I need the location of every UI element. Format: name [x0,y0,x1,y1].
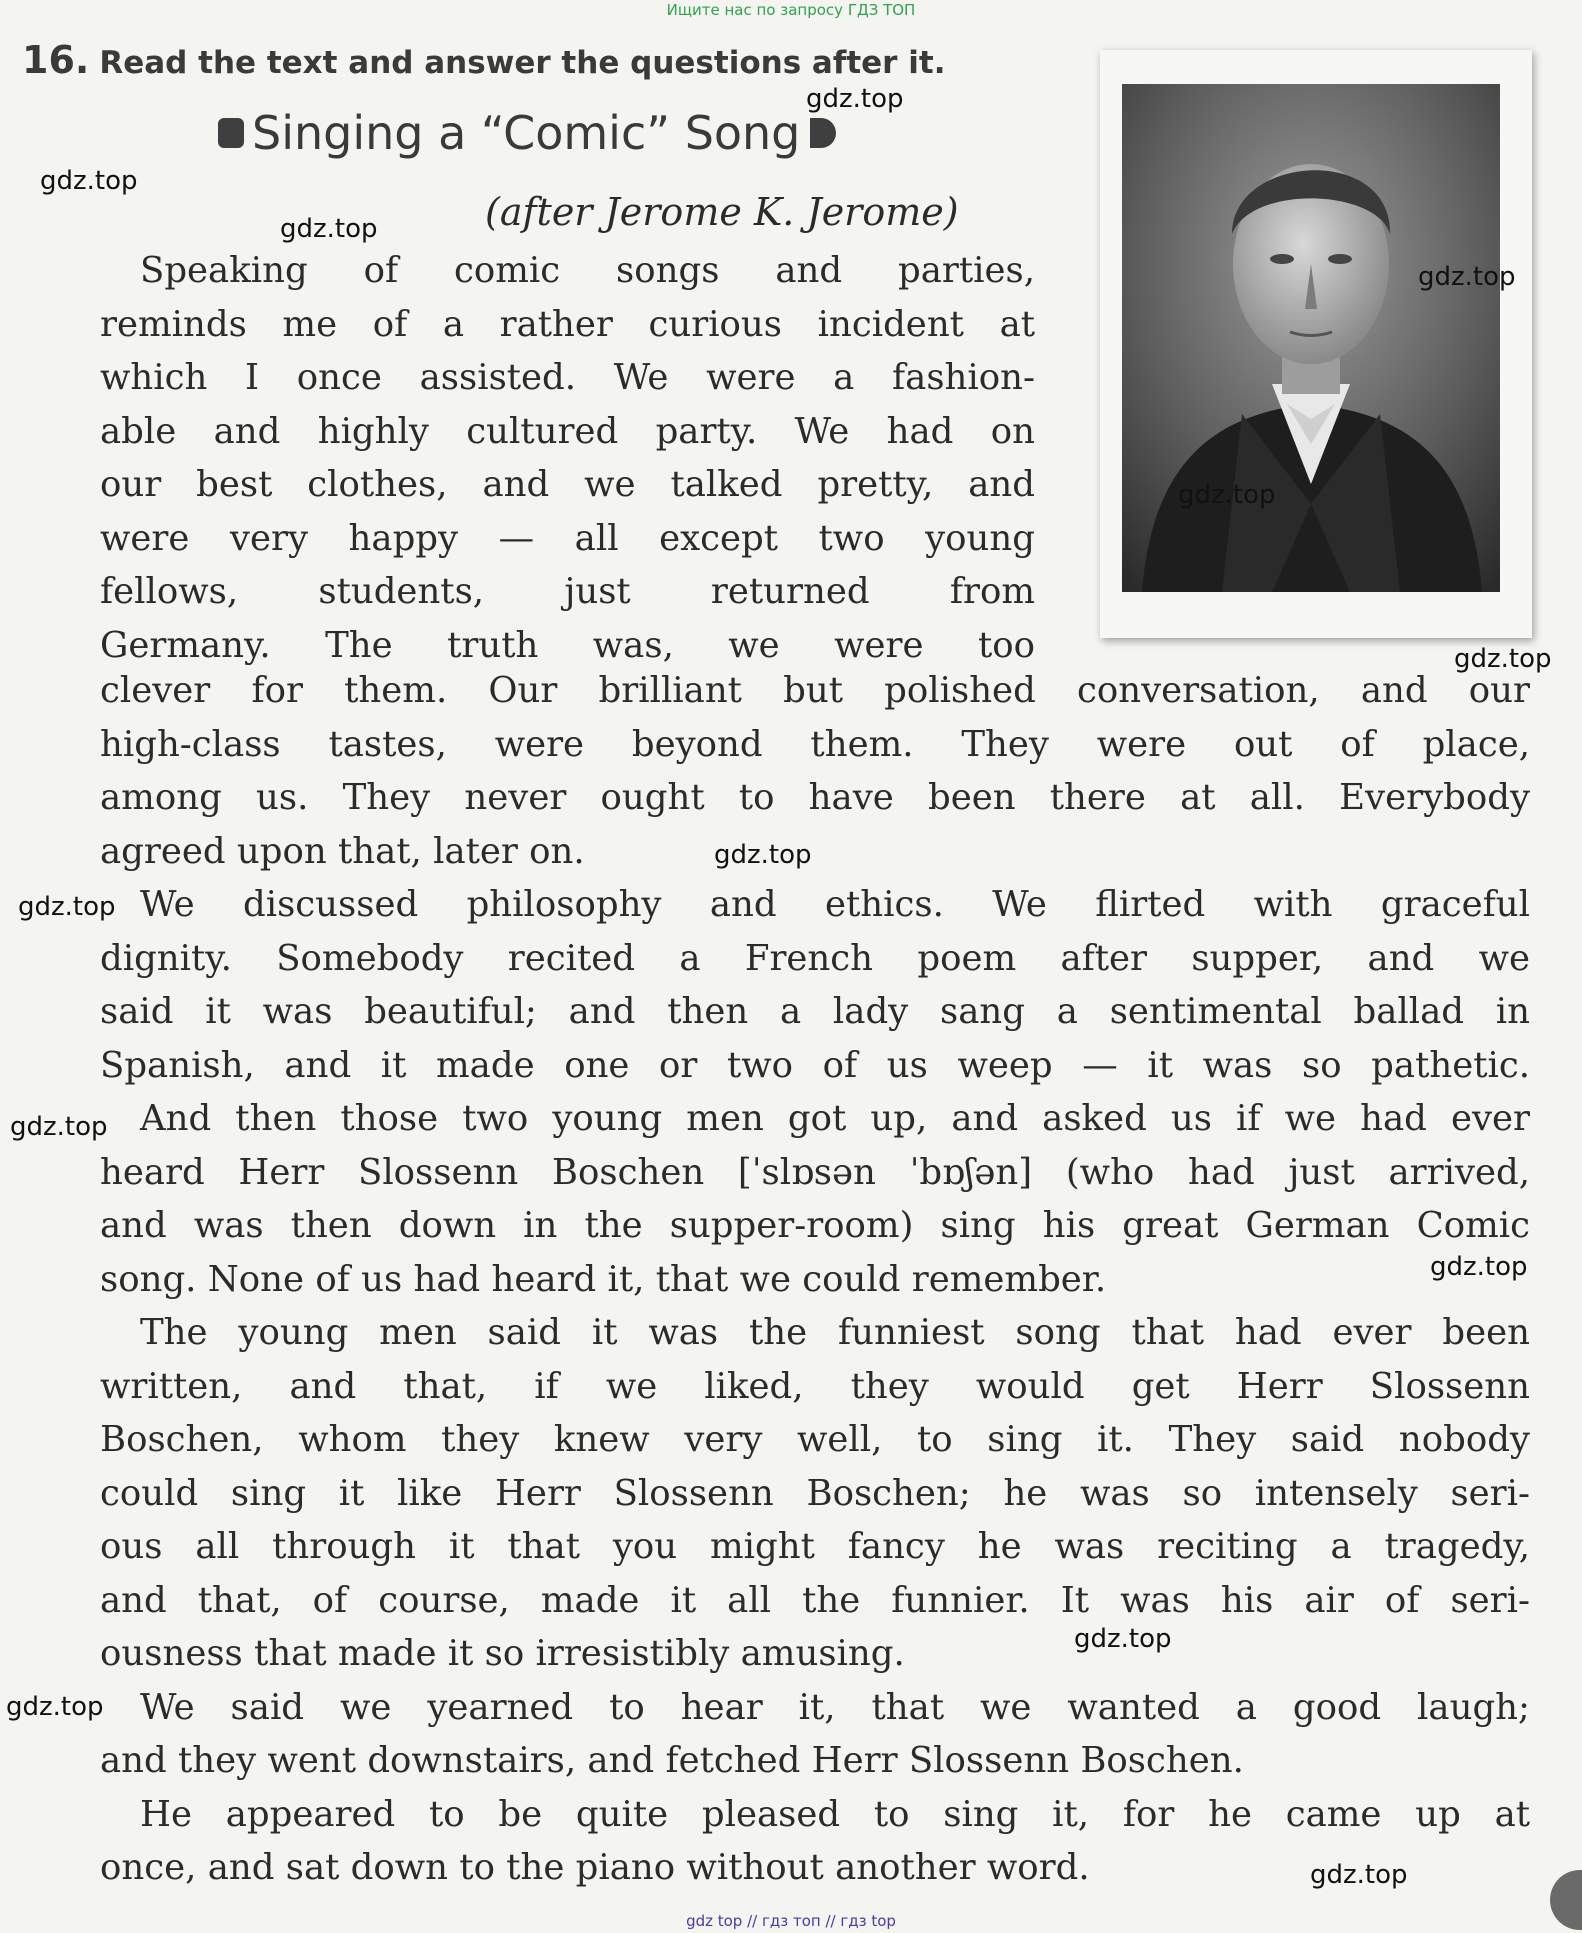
text-line: And then those two young men got up, and asked us if we had ever [140,1098,1530,1139]
text-line: high-class tastes, were beyond them. They were out of place, [100,723,1530,765]
watermark: gdz.top [1454,644,1552,674]
watermark: gdz.top [18,892,116,922]
watermark: gdz.top [1074,1624,1172,1654]
text-line: We discussed philosophy and ethics. We flirted with graceful [140,884,1530,925]
watermark: gdz.top [1178,480,1276,510]
text-line: able and highly cultured party. We had on [100,410,1035,452]
text-line: clever for them. Our brilliant but polished conversation, and our [100,670,1530,711]
portrait-frame [1100,50,1532,638]
text-line: Boschen, whom they knew very well, to sing it. They said nobody [100,1419,1530,1460]
title-end-icon [810,118,836,148]
text-line: written, and that, if we liked, they would get Herr Slossenn [100,1365,1530,1407]
task-number: 16. [22,38,90,82]
text-line: Speaking of comic songs and parties, [140,250,1035,291]
story-title [210,106,836,160]
story-paragraph-intro [100,244,1035,672]
text-line: and they went downstairs, and fetched Herr Slossenn Boschen. [100,1740,1244,1781]
text-line: our best clothes, and we talked pretty, and [100,464,1035,505]
watermark: gdz.top [1418,262,1516,292]
text-line: song. None of us had heard it, that we could remember. [100,1258,1107,1300]
text-line: agreed upon that, later on. [100,830,585,872]
author-portrait [1122,84,1500,592]
text-line: reminds me of a rather curious incident at [100,303,1035,345]
text-line: Germany. The truth was, we were too [100,624,1035,666]
text-line: dignity. Somebody recited a French poem after supper, and we [100,937,1530,979]
text-line: Spanish, and it made one or two of us weep — it was so pathetic. [100,1044,1530,1086]
text-line: ous all through it that you might fancy he was reciting a tragedy, [100,1526,1530,1567]
text-line: could sing it like Herr Slossenn Boschen; he was so intensely seri- [100,1472,1530,1514]
bottom-banner: gdz top // гдз топ // гдз top [686,1912,896,1930]
text-line: heard Herr Slossenn Boschen [ˈslɒsən ˈbɒʃən] (who had just arrived, [100,1151,1530,1193]
text-line: once, and sat down to the piano without another word. [100,1847,1090,1888]
watermark: gdz.top [1430,1252,1528,1282]
text-line: The young men said it was the funniest song that had ever been [140,1312,1530,1353]
author-line: (after Jerome K. Jerome) [485,190,959,234]
story-body [100,664,1530,1895]
title-text: Singing a “Comic” Song [252,106,801,160]
watermark: gdz.top [714,840,812,870]
text-line: and was then down in the supper-room) sing his great German Comic [100,1205,1530,1246]
task-header [22,38,946,82]
watermark: gdz.top [806,84,904,114]
top-banner: Ищите нас по запросу ГДЗ ТОП [666,1,916,19]
text-line: among us. They never ought to have been there at all. Everybody [100,777,1530,818]
task-instruction: Read the text and answer the questions after it. [99,45,946,81]
text-line: were very happy — all except two young [100,517,1035,559]
text-line: which I once assisted. We were a fashion- [100,357,1035,398]
watermark: gdz.top [6,1692,104,1722]
watermark: gdz.top [280,214,378,244]
text-line: and that, of course, made it all the funnier. It was his air of seri- [100,1579,1530,1621]
text-line: We said we yearned to hear it, that we wanted a good laugh; [140,1686,1530,1728]
watermark: gdz.top [10,1112,108,1142]
text-line: said it was beautiful; and then a lady sang a sentimental ballad in [100,991,1530,1032]
portrait-image [1122,84,1500,592]
watermark: gdz.top [40,166,138,196]
title-bullet-icon [218,118,244,148]
text-line: fellows, students, just returned from [100,571,1035,612]
text-line: He appeared to be quite pleased to sing it, for he came up at [140,1793,1530,1835]
watermark: gdz.top [1310,1860,1408,1890]
text-line: ousness that made it so irresistibly amusing. [100,1633,905,1674]
